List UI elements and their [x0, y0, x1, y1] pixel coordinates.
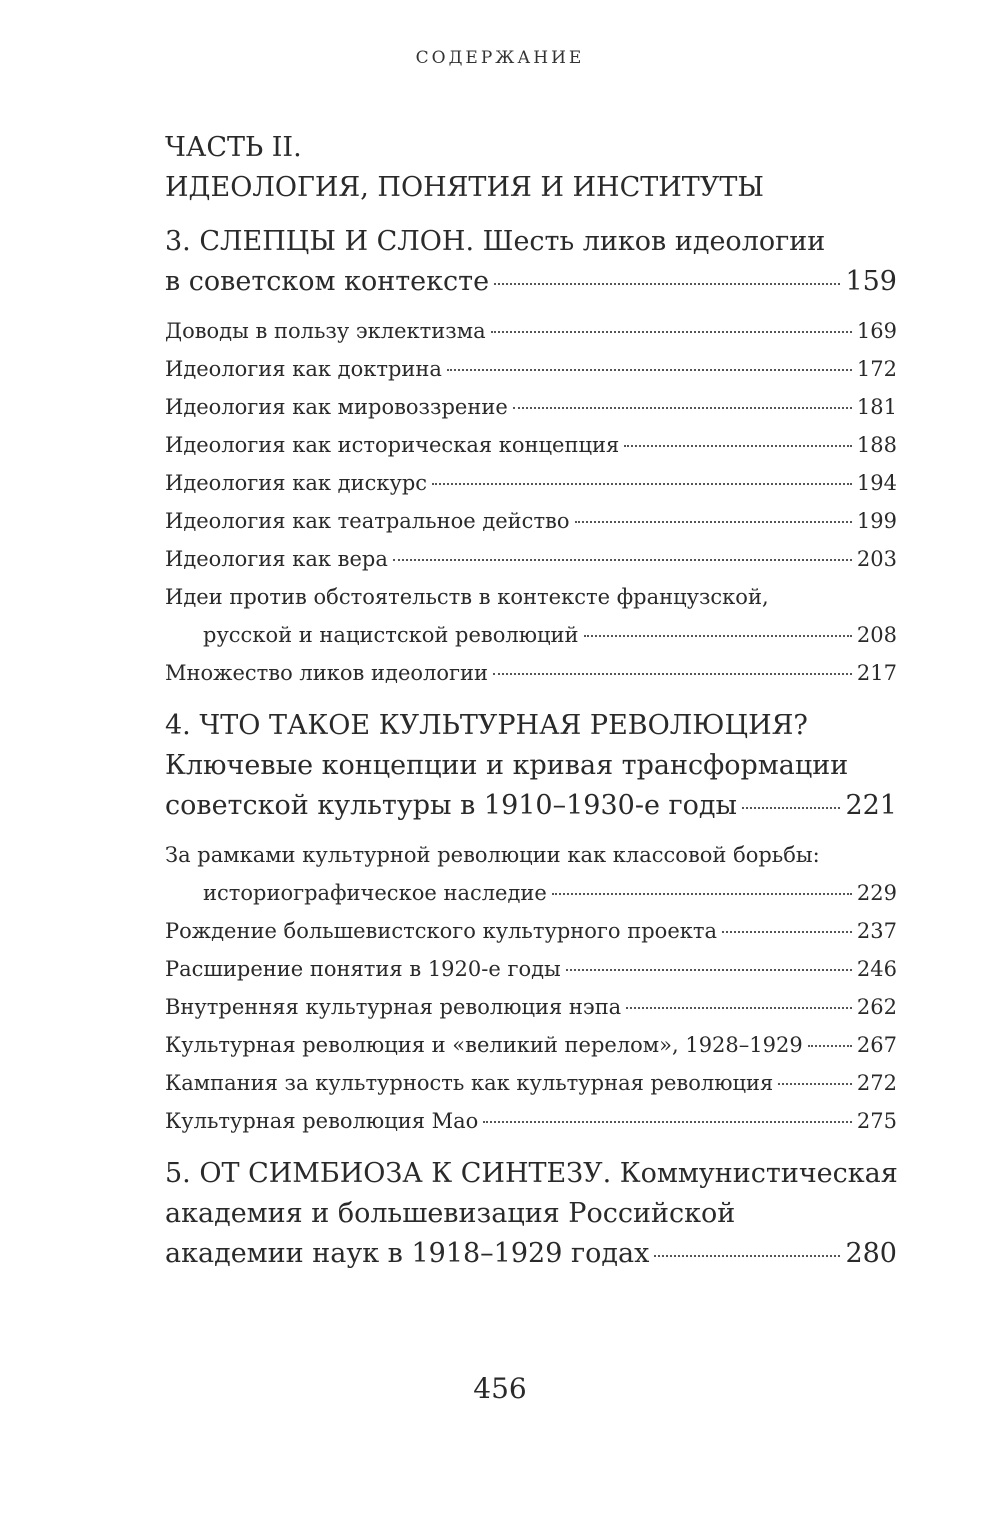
toc-entry	[165, 616, 897, 654]
toc-entry	[165, 912, 897, 950]
page-number: 229	[856, 881, 897, 905]
toc-entry	[165, 388, 897, 426]
toc-entry	[165, 350, 897, 388]
entry-label: Внутренняя культурная революция нэпа	[165, 995, 622, 1019]
page-number: 208	[856, 623, 897, 647]
chapter-5	[165, 1154, 897, 1274]
entry-label: Идеология как историческая концепция	[165, 433, 620, 457]
chapter-entry	[165, 1234, 897, 1274]
toc-entry	[165, 1102, 897, 1140]
page-number: 221	[845, 790, 897, 821]
dot-leader	[742, 807, 840, 809]
entry-label: Идеология как театральное действо	[165, 509, 570, 533]
toc-entry	[165, 1064, 897, 1102]
dot-leader	[491, 331, 852, 333]
page-number: 237	[856, 919, 897, 943]
dot-leader	[432, 483, 852, 485]
entry-label: Рождение большевистского культурного проекта	[165, 919, 718, 943]
chapter-title-line: 4. ЧТО ТАКОЕ КУЛЬТУРНАЯ РЕВОЛЮЦИЯ?	[165, 710, 808, 741]
chapter-title-line: советской культуры в 1910–1930-е годы	[165, 790, 738, 821]
dot-leader	[575, 521, 852, 523]
entry-label-line: Идеи против обстоятельств в контексте французской,	[165, 585, 769, 609]
page-number: 217	[856, 661, 897, 685]
toc-entry	[165, 950, 897, 988]
page-number: 272	[856, 1071, 897, 1095]
dot-leader	[626, 1007, 852, 1009]
toc-entry	[165, 502, 897, 540]
page-number: 246	[856, 957, 897, 981]
toc-entry	[165, 1026, 897, 1064]
chapter-title-line: 3. СЛЕПЦЫ И СЛОН. Шесть ликов идеологии	[165, 226, 826, 257]
toc-entry	[165, 654, 897, 692]
running-head: СОДЕРЖАНИЕ	[415, 48, 585, 68]
entry-label: русской и нацистской революций	[203, 623, 579, 647]
page-number: 275	[856, 1109, 897, 1133]
chapter-4	[165, 706, 897, 1140]
toc-entry	[165, 464, 897, 502]
part-title	[165, 128, 897, 208]
chapter-title-line: академии наук в 1918–1929 годах	[165, 1238, 650, 1269]
page-number: 169	[856, 319, 897, 343]
dot-leader	[513, 407, 852, 409]
page-number: 188	[856, 433, 897, 457]
dot-leader	[552, 893, 852, 895]
entry-label: историографическое наследие	[203, 881, 547, 905]
entry-label: Идеология как мировоззрение	[165, 395, 508, 419]
page-number: 181	[856, 395, 897, 419]
chapter-3	[165, 222, 897, 692]
dot-leader	[393, 559, 852, 561]
entry-label: Множество ликов идеологии	[165, 661, 488, 685]
dot-leader	[624, 445, 852, 447]
dot-leader	[584, 635, 852, 637]
dot-leader	[778, 1083, 852, 1085]
chapter-title-line: Ключевые концепции и кривая трансформации	[165, 750, 849, 781]
page-number: 199	[856, 509, 897, 533]
dot-leader	[808, 1045, 852, 1047]
entry-label: Идеология как вера	[165, 547, 388, 571]
page-number: 267	[856, 1033, 897, 1057]
toc-entry	[165, 540, 897, 578]
part-number: ЧАСТЬ II.	[165, 132, 302, 163]
entry-label: Идеология как доктрина	[165, 357, 442, 381]
chapter-entry	[165, 262, 897, 302]
toc-entry	[165, 988, 897, 1026]
table-of-contents	[165, 128, 897, 1274]
entry-label: Доводы в пользу эклектизма	[165, 319, 486, 343]
section-list	[165, 836, 897, 1140]
dot-leader	[493, 673, 852, 675]
chapter-title-line: в советском контексте	[165, 266, 490, 297]
toc-entry	[165, 312, 897, 350]
dot-leader	[654, 1255, 840, 1257]
entry-label: Культурная революция Мао	[165, 1109, 479, 1133]
part-name: ИДЕОЛОГИЯ, ПОНЯТИЯ И ИНСТИТУТЫ	[165, 172, 764, 203]
folio-page-number: 456	[473, 1372, 527, 1405]
dot-leader	[447, 369, 852, 371]
toc-entry	[165, 874, 897, 912]
page-number: 172	[856, 357, 897, 381]
dot-leader	[566, 969, 852, 971]
entry-label: Кампания за культурность как культурная революция	[165, 1071, 774, 1095]
chapter-title-line: академия и большевизация Российской	[165, 1198, 736, 1229]
chapter-title-line: 5. ОТ СИМБИОЗА К СИНТЕЗУ. Коммунистическая	[165, 1158, 898, 1189]
page-number: 280	[845, 1238, 897, 1269]
entry-label: Идеология как дискурс	[165, 471, 428, 495]
dot-leader	[722, 931, 852, 933]
page-number: 194	[856, 471, 897, 495]
section-list	[165, 312, 897, 692]
chapter-entry	[165, 786, 897, 826]
page-number: 262	[856, 995, 897, 1019]
entry-label-line: За рамками культурной революции как классовой борьбы:	[165, 843, 820, 867]
entry-label: Культурная революция и «великий перелом», 1928–1929	[165, 1033, 803, 1057]
dot-leader	[494, 283, 840, 285]
page-number: 159	[845, 266, 897, 297]
entry-label: Расширение понятия в 1920-е годы	[165, 957, 561, 981]
toc-entry	[165, 426, 897, 464]
dot-leader	[483, 1121, 852, 1123]
page-number: 203	[856, 547, 897, 571]
